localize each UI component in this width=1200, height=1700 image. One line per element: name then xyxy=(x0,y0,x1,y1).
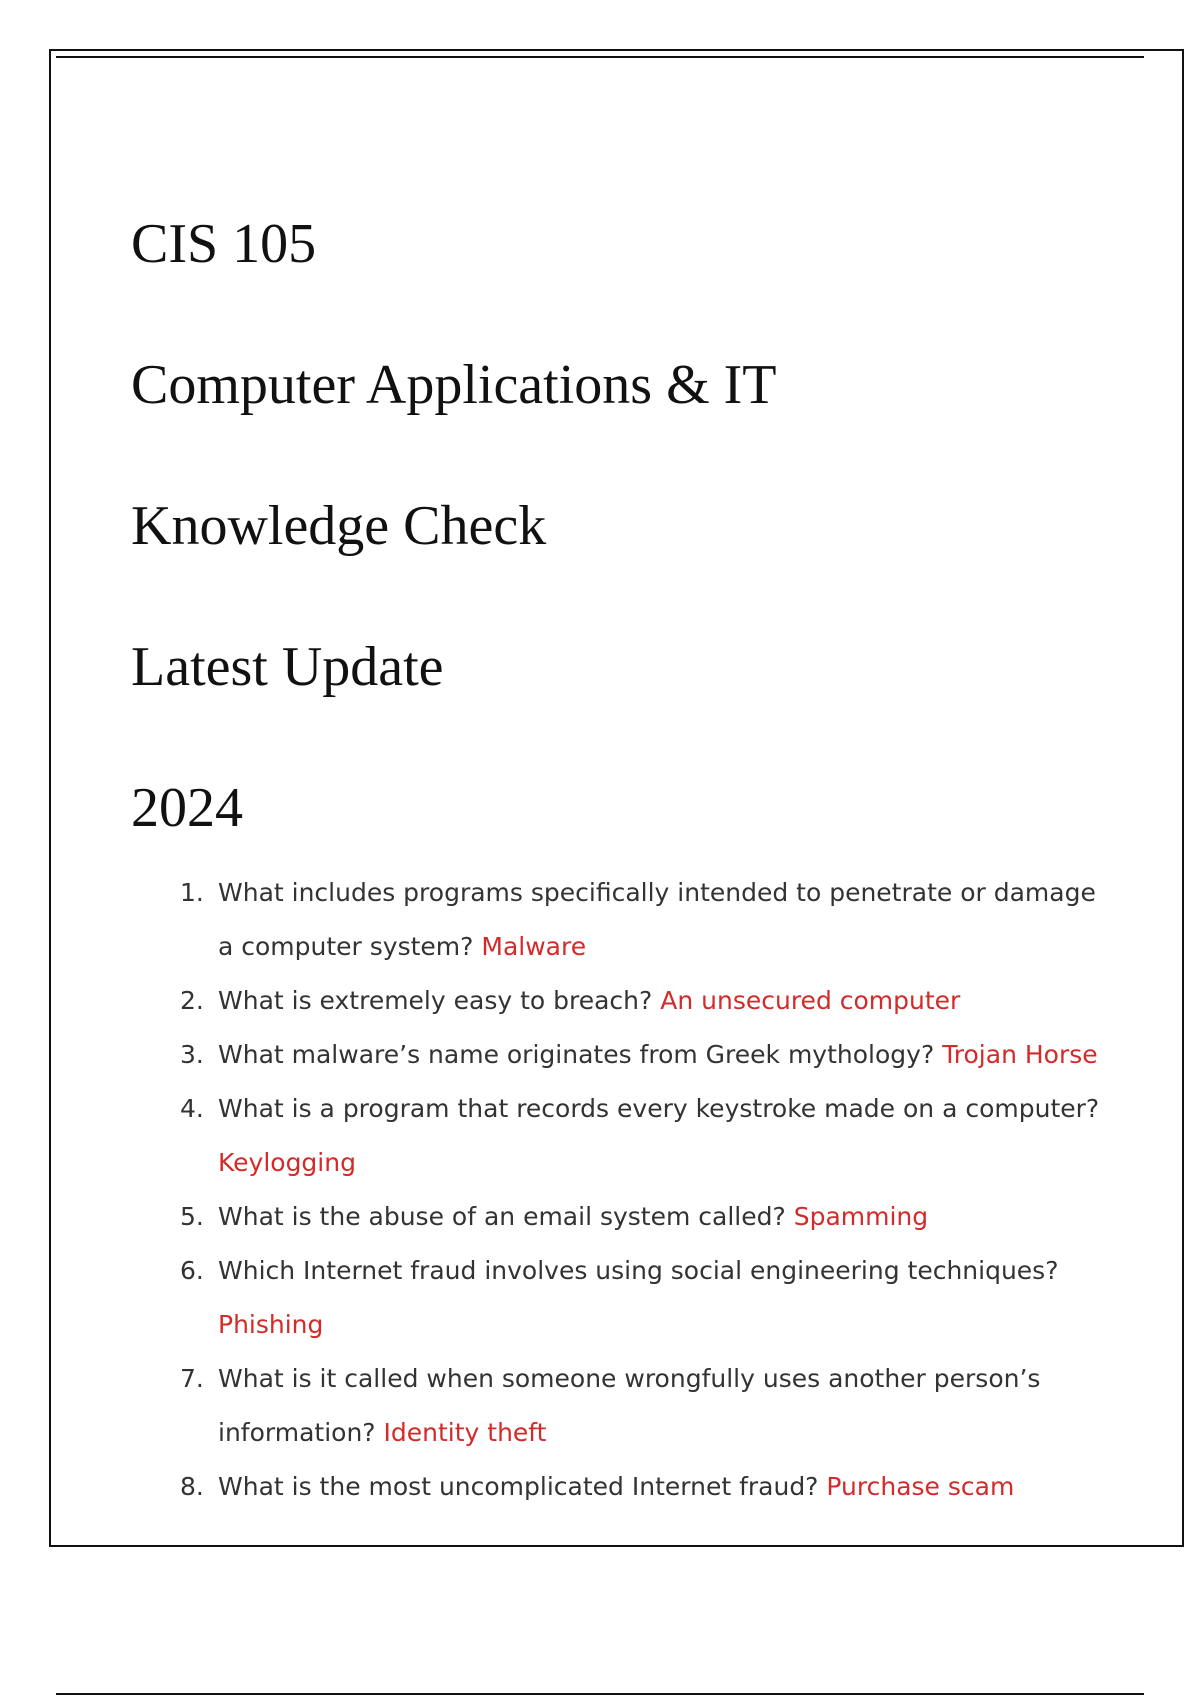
answer-text: Trojan Horse xyxy=(942,1040,1098,1069)
answer-text: Phishing xyxy=(218,1310,324,1339)
answer-text: An unsecured computer xyxy=(660,986,961,1015)
question-text: What is the abuse of an email system called? xyxy=(218,1202,786,1231)
answer-text: Identity theft xyxy=(383,1418,547,1447)
question-number: 4. xyxy=(180,1094,204,1123)
list-item xyxy=(176,1460,1106,1514)
list-item xyxy=(176,1028,1106,1082)
question-text: What is a program that records every keystroke made on a computer? xyxy=(218,1094,1100,1123)
question-text: What is the most uncomplicated Internet fraud? xyxy=(218,1472,819,1501)
list-item xyxy=(176,1352,1106,1460)
document-type: Knowledge Check xyxy=(131,495,547,557)
question-number: 1. xyxy=(180,878,204,907)
question-number: 2. xyxy=(180,986,204,1015)
answer-text: Malware xyxy=(481,932,587,961)
question-text: What is it called when someone wrongfully uses another person’s information? xyxy=(218,1364,1041,1447)
question-number: 3. xyxy=(180,1040,204,1069)
question-text: What includes programs specifically intended to penetrate or damage a computer system? xyxy=(218,878,1096,961)
list-item xyxy=(176,1190,1106,1244)
question-text: What malware’s name originates from Greek mythology? xyxy=(218,1040,935,1069)
list-item xyxy=(176,866,1106,974)
question-number: 8. xyxy=(180,1472,204,1501)
course-code: CIS 105 xyxy=(131,213,317,275)
question-text: What is extremely easy to breach? xyxy=(218,986,653,1015)
answer-text: Spamming xyxy=(793,1202,929,1231)
top-rule xyxy=(56,56,1144,58)
year: 2024 xyxy=(131,777,243,839)
update-label: Latest Update xyxy=(131,636,444,698)
answer-text: Keylogging xyxy=(218,1148,356,1177)
course-title: Computer Applications & IT xyxy=(131,354,777,416)
bottom-rule xyxy=(56,1693,1144,1695)
list-item xyxy=(176,1082,1106,1190)
question-number: 6. xyxy=(180,1256,204,1285)
answer-text: Purchase scam xyxy=(826,1472,1015,1501)
list-item xyxy=(176,974,1106,1028)
list-item xyxy=(176,1244,1106,1352)
question-list xyxy=(176,866,1106,1514)
question-number: 5. xyxy=(180,1202,204,1231)
question-number: 7. xyxy=(180,1364,204,1393)
question-text: Which Internet fraud involves using social engineering techniques? xyxy=(218,1256,1059,1285)
